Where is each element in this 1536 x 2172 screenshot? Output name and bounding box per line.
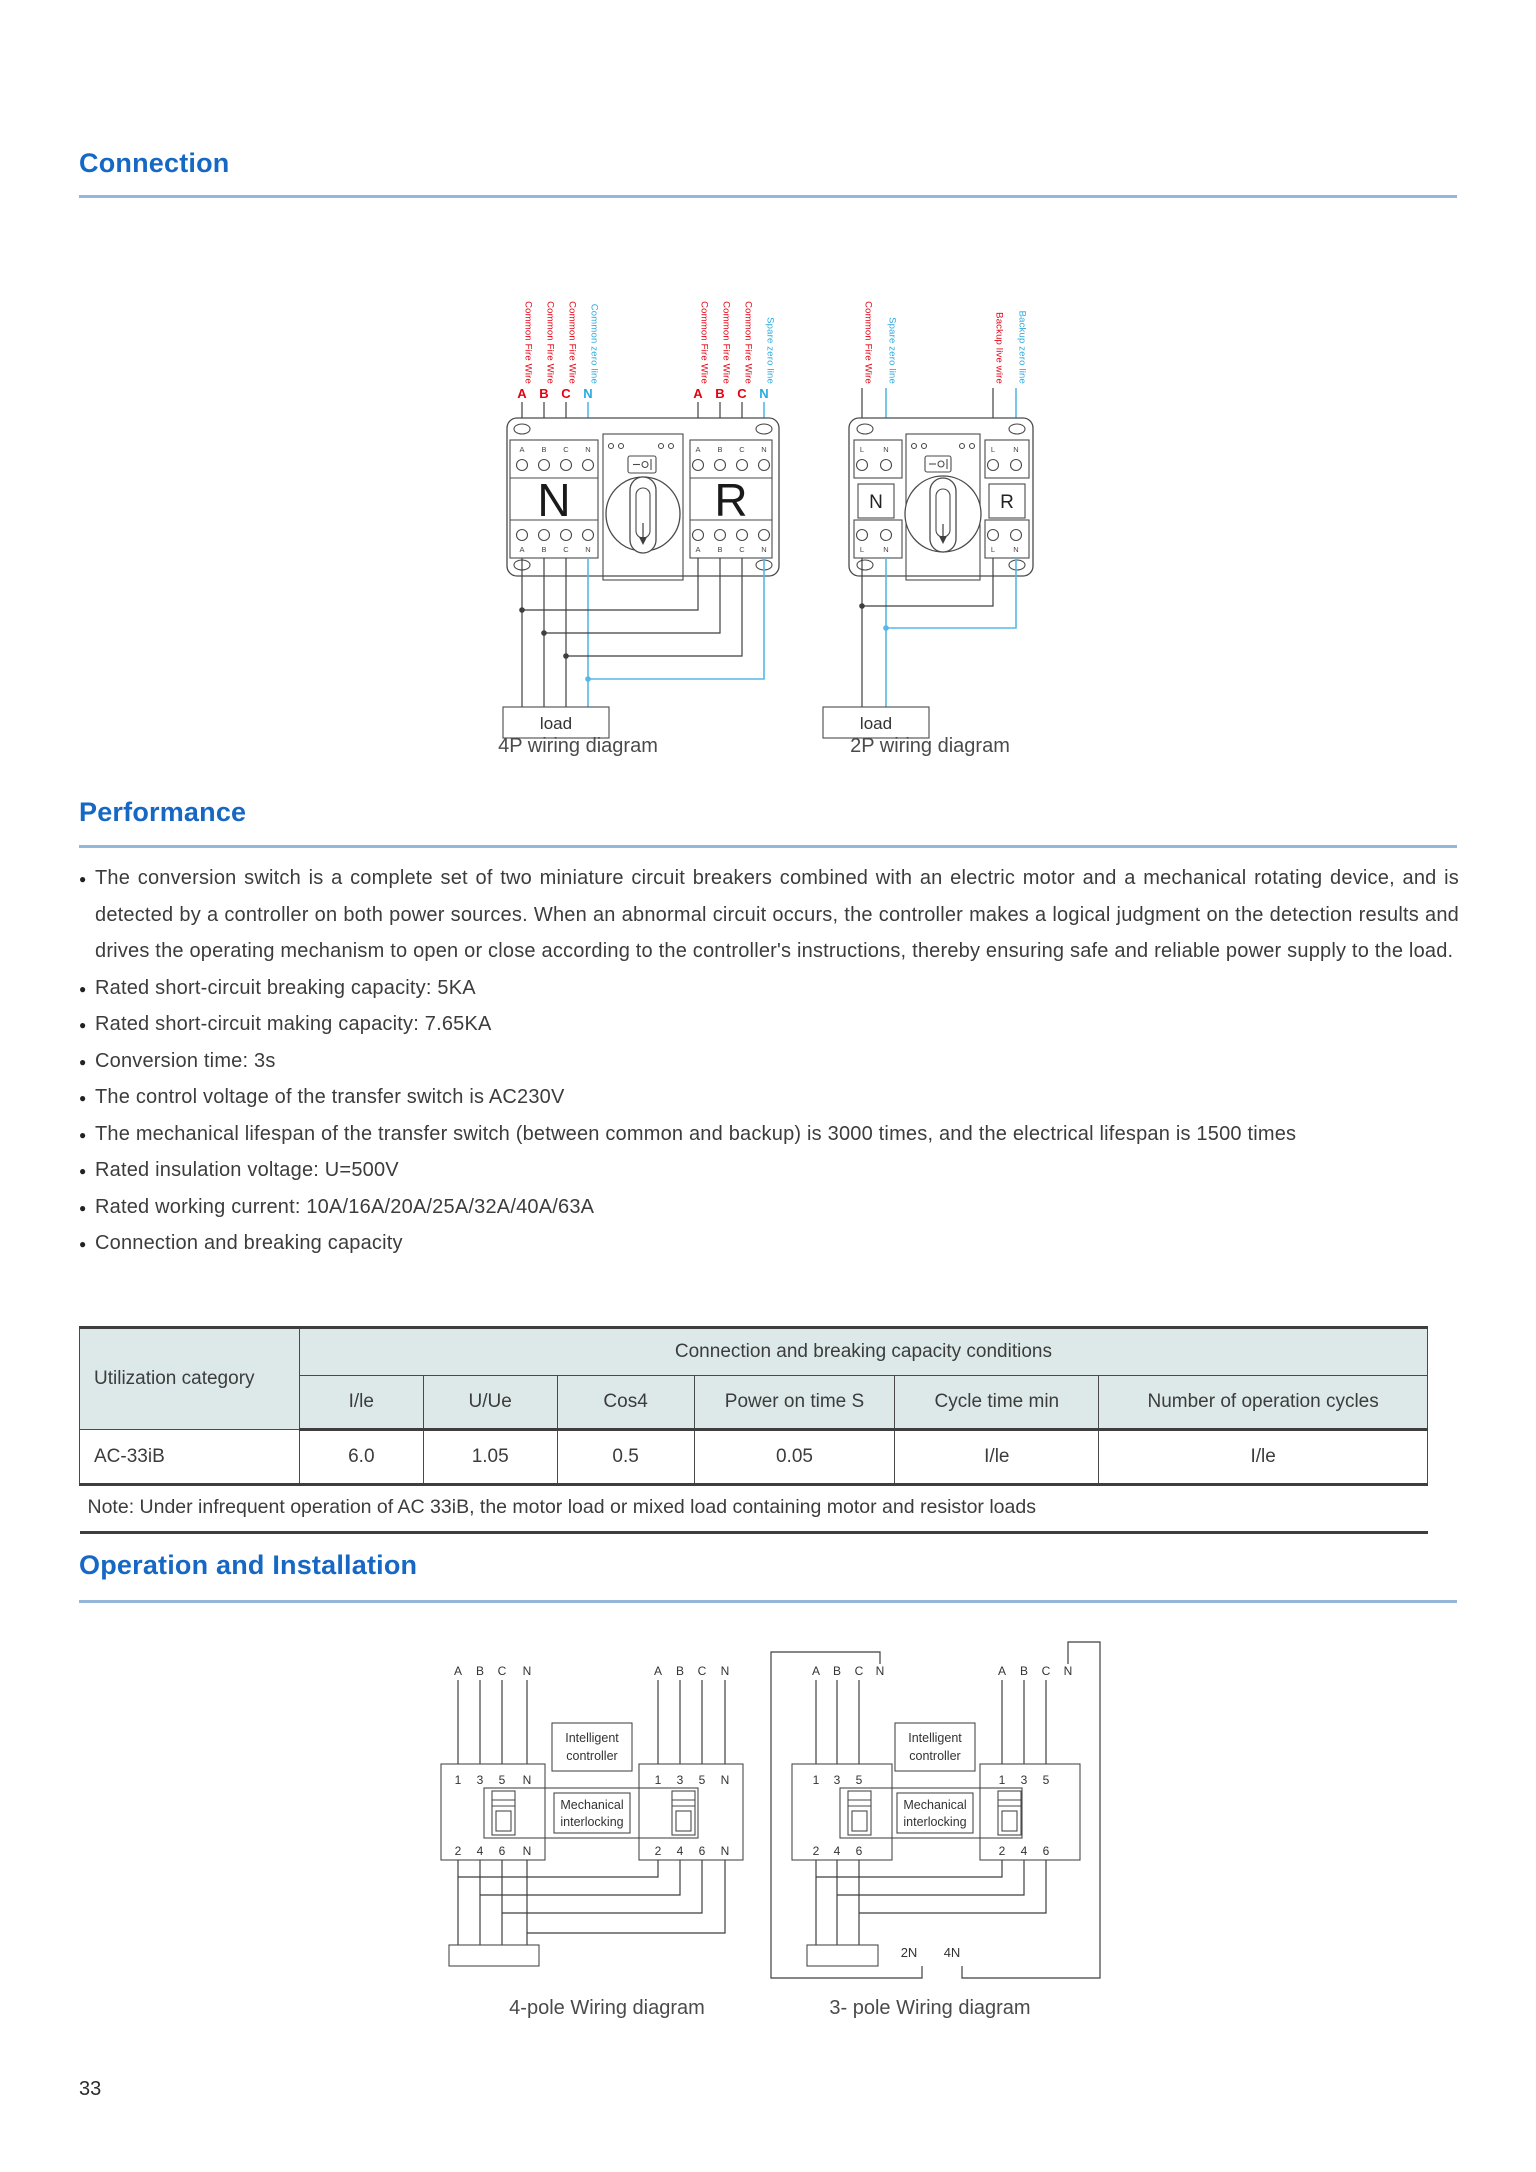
table-sub-header: Cos4 [557,1376,694,1430]
reserve-side-label: R [1000,492,1014,513]
terminal-label: 6 [498,1844,506,1858]
terminal-label: L [859,445,865,454]
phase-letter: A [653,1664,663,1678]
terminal-label: N [522,1773,532,1787]
terminal-label: C [739,545,745,554]
wire-label: Backup live wire [993,312,1005,384]
terminal-label: 2 [654,1844,662,1858]
phase-letter: C [497,1664,507,1678]
table-cell: I/le [1099,1430,1428,1485]
terminal-label: C [739,445,745,454]
terminal-label: 2 [998,1844,1006,1858]
phase-letter: B [1019,1664,1029,1678]
terminal-label: B [717,545,723,554]
phase-letter: C [854,1664,864,1678]
terminal-label: 3 [1020,1773,1028,1787]
performance-section-title: Performance [79,797,247,827]
terminal-label: 5 [1042,1773,1050,1787]
wire-label: Common Fire Wire [720,301,732,384]
phase-letter: B [832,1664,842,1678]
terminal-label: B [541,445,547,454]
load-label: load [539,714,573,733]
phase-letter: B [475,1664,485,1678]
table-cell: 0.05 [694,1430,895,1485]
connection-diagrams [360,288,1100,764]
table-cell: 0.5 [557,1430,694,1485]
4p-wiring-diagram [498,301,779,757]
operation-rule [79,1600,1457,1603]
terminal-label: N [1013,445,1019,454]
neutral-terminal-label: 2N [900,1945,918,1960]
phase-letter: A [997,1664,1007,1678]
terminal-label: 3 [676,1773,684,1787]
terminal-label: A [519,545,525,554]
table-cell: 6.0 [299,1430,423,1485]
phase-letter: A [453,1664,463,1678]
bullet-item: ● The conversion switch is a complete set of two miniature circuit breakers combined with an electric motor and a mechanical rotating device, and is detected by a controller on both power sources. When an abnormal circuit occurs, the controller makes a logical judgment on the detection results and drives the operating mechanism to open or close according to the controller's instructions, thereby ensuring safe and reliable power supply to the load. [79,860,1459,970]
terminal-label: 6 [698,1844,706,1858]
performance-bullet-list [79,860,1459,1262]
interlock-label: Mechanical [903,1798,967,1812]
operation-diagrams [300,1628,1110,2024]
load-label: load [859,714,893,733]
terminal-label: N [883,445,889,454]
bullet-item: ● Rated working current: 10A/16A/20A/25A/32A/40A/63A [79,1189,1459,1226]
table-note: Note: Under infrequent operation of AC 33iB, the motor load or mixed load containing motor and resistor loads [87,1496,1036,1518]
table-col1-header: Utilization category [80,1328,300,1430]
terminal-label: L [990,545,996,554]
bullet-item: ● Rated short-circuit breaking capacity: 5KA [79,970,1459,1007]
wire-label: Common Fire Wire [566,301,578,384]
load-bar [449,1945,539,1966]
bullet-item: ● The control voltage of the transfer switch is AC230V [79,1079,1459,1116]
terminal-label: 5 [698,1773,706,1787]
terminal-label: C [563,445,569,454]
phase-letter: B [715,386,725,401]
terminal-label: 5 [855,1773,863,1787]
wire-label: Spare zero line [886,317,898,384]
terminal-label: L [859,545,865,554]
diagram-caption: 4-pole Wiring diagram [509,1997,705,2019]
terminal-label: N [585,545,591,554]
terminal-label: 2 [812,1844,820,1858]
terminal-label: 4 [676,1844,684,1858]
table-sub-header: U/Ue [423,1376,557,1430]
normal-side-label: N [537,474,571,526]
terminal-label: 3 [833,1773,841,1787]
phase-letter: C [737,386,747,401]
terminal-label: N [761,545,767,554]
normal-side-label: N [869,492,883,513]
capacity-table [79,1326,1428,1534]
terminal-label: A [519,445,525,454]
controller-label: Intelligent [908,1731,962,1745]
load-bar [807,1945,878,1966]
phase-letter: N [522,1664,532,1678]
interlock-label: Mechanical [560,1798,624,1812]
reserve-side-label: R [714,474,748,526]
page-number: 33 [79,2078,102,2100]
terminal-label: N [720,1773,730,1787]
table-cell: 1.05 [423,1430,557,1485]
table-row [80,1430,1428,1485]
terminal-label: 1 [454,1773,462,1787]
terminal-label: 1 [998,1773,1006,1787]
phase-letter: A [811,1664,821,1678]
table-sub-header: Number of operation cycles [1099,1376,1428,1430]
wire-label: Common zero line [588,303,600,384]
terminal-label: 5 [498,1773,506,1787]
controller-label: controller [566,1749,618,1763]
table-cell: AC-33iB [80,1430,300,1485]
wire-label: Spare zero line [764,317,776,384]
interlock-label: interlocking [560,1815,624,1829]
terminal-label: N [1013,545,1019,554]
2p-wiring-diagram [823,301,1033,757]
diagram-caption: 4P wiring diagram [498,735,658,757]
connection-section-title: Connection [79,148,230,178]
phase-letter: N [1063,1664,1073,1678]
terminal-label: A [695,545,701,554]
table-group-header: Connection and breaking capacity conditions [299,1328,1427,1376]
wire-label: Common Fire Wire [742,301,754,384]
performance-rule [79,845,1457,848]
terminal-label: 1 [812,1773,820,1787]
4-pole-wiring-diagram [441,1664,743,2019]
bullet-item: ● Conversion time: 3s [79,1043,1459,1080]
terminal-label: 3 [476,1773,484,1787]
terminal-label: B [541,545,547,554]
terminal-label: N [720,1844,730,1858]
controller-label: Intelligent [565,1731,619,1745]
phase-letter: C [1041,1664,1051,1678]
phase-letter: N [583,386,593,401]
diagram-caption: 2P wiring diagram [850,735,1010,757]
phase-letter: N [759,386,769,401]
phase-letter: C [697,1664,707,1678]
terminal-label: C [563,545,569,554]
neutral-terminal-label: 4N [943,1945,961,1960]
phase-letter: B [539,386,549,401]
terminal-label: 6 [855,1844,863,1858]
terminal-label: 2 [454,1844,462,1858]
terminal-label: B [717,445,723,454]
wire-label: Common Fire Wire [862,301,874,384]
phase-letter: N [875,1664,885,1678]
wire-label: Backup zero line [1016,310,1028,384]
3-pole-wiring-diagram [771,1642,1100,2019]
controller-label: controller [909,1749,961,1763]
terminal-label: N [883,545,889,554]
terminal-label: 1 [654,1773,662,1787]
diagram-caption: 3- pole Wiring diagram [829,1997,1031,2019]
terminal-label: N [761,445,767,454]
phase-letter: N [720,1664,730,1678]
terminal-label: 4 [1020,1844,1028,1858]
terminal-label: 4 [476,1844,484,1858]
terminal-label: 4 [833,1844,841,1858]
phase-letter: B [675,1664,685,1678]
connection-rule [79,195,1457,198]
terminal-label: A [695,445,701,454]
terminal-label: L [990,445,996,454]
terminal-label: N [585,445,591,454]
bullet-item: ● Rated short-circuit making capacity: 7.65KA [79,1006,1459,1043]
interlock-label: interlocking [903,1815,967,1829]
bullet-item: ● Connection and breaking capacity [79,1225,1459,1262]
breaker-box [792,1764,892,1860]
terminal-label: 6 [1042,1844,1050,1858]
table-sub-header: Cycle time min [895,1376,1099,1430]
bullet-item: ● The mechanical lifespan of the transfer switch (between common and backup) is 3000 times, and the electrical lifespan is 1500 times [79,1116,1459,1153]
table-sub-header: Power on time S [694,1376,895,1430]
bullet-item: ● Rated insulation voltage: U=500V [79,1152,1459,1189]
phase-letter: A [517,386,527,401]
operation-section-title: Operation and Installation [79,1550,418,1580]
terminal-label: N [522,1844,532,1858]
table-cell: I/le [895,1430,1099,1485]
breaker-box [980,1764,1080,1860]
phase-letter: C [561,386,571,401]
wire-label: Common Fire Wire [698,301,710,384]
wire-label: Common Fire Wire [522,301,534,384]
wire-label: Common Fire Wire [544,301,556,384]
table-sub-header: I/le [299,1376,423,1430]
phase-letter: A [693,386,703,401]
